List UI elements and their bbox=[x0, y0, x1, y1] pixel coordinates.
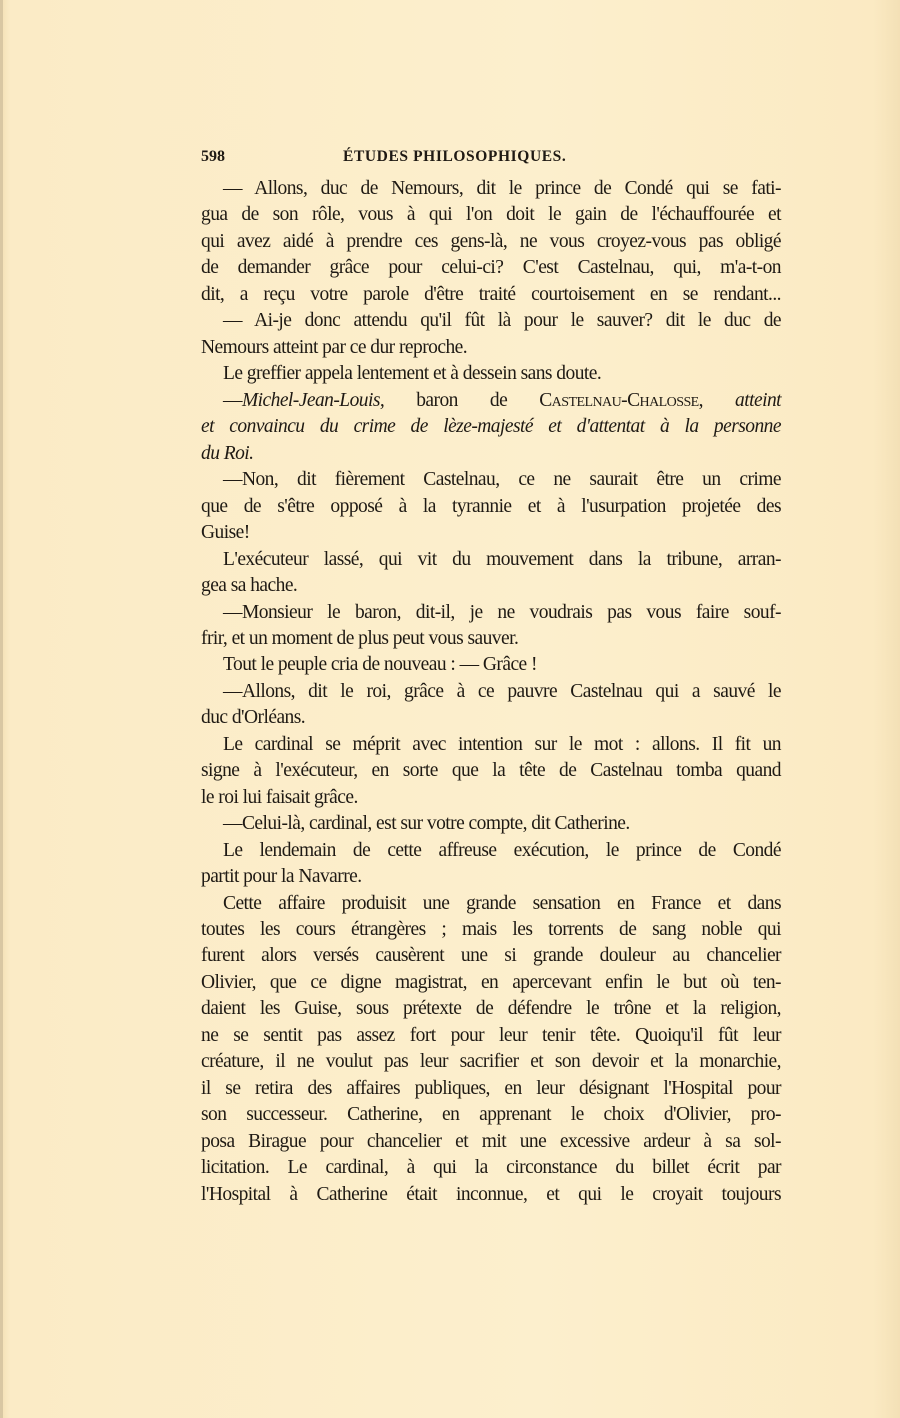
text-line: —Allons, dit le roi, grâce à ce pauvre Castelnau qui a sauvé le bbox=[223, 681, 781, 702]
page-header bbox=[201, 148, 781, 168]
text-line-mixed bbox=[201, 388, 781, 414]
text-line: —Non, dit fièrement Castelnau, ce ne saurait être un crime bbox=[223, 469, 781, 490]
text-line: il se retira des affaires publiques, en leur désignant l'Hospital pour bbox=[201, 1078, 781, 1099]
text-line: furent alors versés causèrent une si grande douleur au chancelier bbox=[201, 945, 781, 966]
text-line: Olivier, que ce digne magistrat, en apercevant enfin le but où ten- bbox=[201, 972, 781, 993]
text-line: — Allons, duc de Nemours, dit le prince de Condé qui se fati- bbox=[223, 178, 781, 199]
text-line: partit pour la Navarre. bbox=[201, 866, 362, 887]
text-line: — Ai-je donc attendu qu'il fût là pour le sauver? dit le duc de bbox=[223, 310, 781, 331]
text-line: créature, il ne voulut pas leur sacrifier et son devoir et la monarchie, bbox=[201, 1051, 781, 1072]
text-roman: baron de bbox=[384, 390, 540, 411]
text-line-italic: du Roi. bbox=[201, 443, 254, 464]
text-line: dit, a reçu votre parole d'être traité courtoisement en se rendant... bbox=[201, 284, 781, 305]
space bbox=[703, 390, 735, 411]
text-line: signe à l'exécuteur, en sorte que la tête de Castelnau tomba quand bbox=[201, 760, 781, 781]
page-number: 598 bbox=[201, 148, 225, 165]
text-line: duc d'Orléans. bbox=[201, 707, 306, 728]
text-line: toutes les cours étrangères ; mais les torrents de sang noble qui bbox=[201, 919, 781, 940]
text-line: Cette affaire produisit une grande sensation en France et dans bbox=[223, 893, 781, 914]
text-line: —Celui-là, cardinal, est sur votre compte, dit Catherine. bbox=[223, 813, 630, 834]
text-line: L'exécuteur lassé, qui vit du mouvement dans la tribune, arran- bbox=[223, 549, 781, 570]
text-line: licitation. Le cardinal, à qui la circonstance du billet écrit par bbox=[201, 1157, 781, 1178]
running-title: ÉTUDES PHILOSOPHIQUES. bbox=[343, 148, 567, 165]
text-line: qui avez aidé à prendre ces gens-là, ne vous croyez-vous pas obligé bbox=[201, 231, 781, 252]
text-line: Guise! bbox=[201, 522, 250, 543]
text-line: posa Birague pour chancelier et mit une excessive ardeur à sa sol- bbox=[201, 1131, 781, 1152]
text-line: ne se sentit pas assez fort pour leur tenir tête. Quoiqu'il fût leur bbox=[201, 1025, 781, 1046]
text-line: le roi lui faisait grâce. bbox=[201, 787, 358, 808]
text-line: daient les Guise, sous prétexte de défendre le trône et la religion, bbox=[201, 998, 781, 1019]
text-line: Le greffier appela lentement et à dessein sans doute. bbox=[223, 363, 602, 384]
name-italic: Michel-Jean-Louis, bbox=[241, 390, 385, 411]
text-line: que de s'être opposé à la tyrannie et à l'usurpation projetée des bbox=[201, 496, 781, 517]
text-line: —Monsieur le baron, dit-il, je ne voudrais pas vous faire souf- bbox=[223, 602, 781, 623]
text-line: Le lendemain de cette affreuse exécution, le prince de Condé bbox=[223, 840, 781, 861]
text-line: gua de son rôle, vous à qui l'on doit le gain de l'échauffourée et bbox=[201, 204, 781, 225]
text-italic: atteint bbox=[735, 390, 782, 411]
text-line: Nemours atteint par ce dur reproche. bbox=[201, 337, 468, 358]
text-line: l'Hospital à Catherine était inconnue, et qui le croyait toujours bbox=[201, 1184, 781, 1205]
text-line: Tout le peuple cria de nouveau : — Grâce ! bbox=[223, 654, 537, 675]
text-line: son successeur. Catherine, en apprenant le choix d'Olivier, pro- bbox=[201, 1104, 781, 1125]
text-line-italic: et convaincu du crime de lèze-majesté et d'attentat à la personne bbox=[201, 416, 781, 437]
text-line: frir, et un moment de plus peut vous sauver. bbox=[201, 628, 519, 649]
text-line: de demander grâce pour celui-ci? C'est Castelnau, qui, m'a-t-on bbox=[201, 257, 781, 278]
page-edge bbox=[0, 0, 3, 1418]
text-line: gea sa hache. bbox=[201, 575, 298, 596]
text-line: Le cardinal se méprit avec intention sur le mot : allons. Il fit un bbox=[223, 734, 781, 755]
dash: — bbox=[223, 390, 242, 411]
name-small-caps: Castelnau-Chalosse, bbox=[539, 390, 704, 411]
